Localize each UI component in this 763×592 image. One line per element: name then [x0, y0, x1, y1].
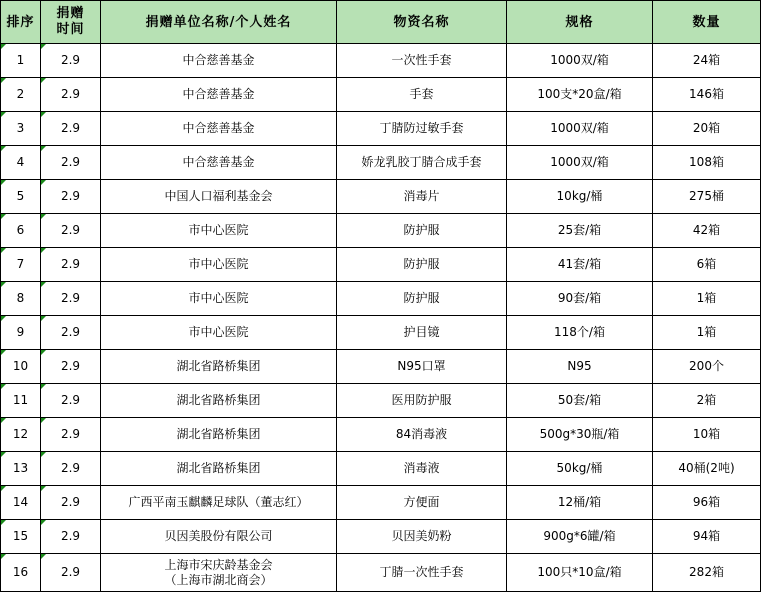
cell-donor[interactable] [101, 554, 337, 592]
cell-time[interactable]: 2.9 [41, 554, 101, 592]
cell-spec[interactable]: 1000双/箱 [507, 44, 653, 78]
header-donor[interactable]: 捐赠单位名称/个人姓名 [101, 1, 337, 44]
cell-item[interactable]: 防护服 [337, 214, 507, 248]
cell-qty[interactable]: 108箱 [653, 146, 761, 180]
cell-qty[interactable]: 146箱 [653, 78, 761, 112]
cell-donor[interactable]: 中国人口福利基金会 [101, 180, 337, 214]
header-item[interactable]: 物资名称 [337, 1, 507, 44]
cell-qty[interactable]: 200个 [653, 350, 761, 384]
cell-time[interactable]: 2.9 [41, 418, 101, 452]
cell-time[interactable]: 2.9 [41, 316, 101, 350]
cell-qty[interactable]: 6箱 [653, 248, 761, 282]
cell-spec[interactable]: 1000双/箱 [507, 146, 653, 180]
cell-time[interactable]: 2.9 [41, 486, 101, 520]
cell-donor[interactable]: 市中心医院 [101, 282, 337, 316]
header-index[interactable]: 排序 [1, 1, 41, 44]
cell-spec[interactable]: 500g*30瓶/箱 [507, 418, 653, 452]
cell-qty[interactable]: 24箱 [653, 44, 761, 78]
cell-index[interactable]: 1 [1, 44, 41, 78]
cell-item[interactable]: 84消毒液 [337, 418, 507, 452]
cell-spec[interactable]: 90套/箱 [507, 282, 653, 316]
cell-qty[interactable]: 1箱 [653, 282, 761, 316]
cell-index[interactable]: 2 [1, 78, 41, 112]
cell-spec[interactable]: 50kg/桶 [507, 452, 653, 486]
cell-qty[interactable]: 275桶 [653, 180, 761, 214]
cell-qty[interactable]: 40桶(2吨) [653, 452, 761, 486]
cell-donor[interactable]: 中合慈善基金 [101, 146, 337, 180]
cell-index[interactable]: 7 [1, 248, 41, 282]
cell-time[interactable]: 2.9 [41, 248, 101, 282]
cell-qty[interactable]: 2箱 [653, 384, 761, 418]
table-row [1, 384, 761, 418]
cell-spec[interactable]: 25套/箱 [507, 214, 653, 248]
cell-item[interactable]: 护目镜 [337, 316, 507, 350]
cell-time[interactable]: 2.9 [41, 146, 101, 180]
cell-spec[interactable]: 41套/箱 [507, 248, 653, 282]
cell-qty[interactable]: 10箱 [653, 418, 761, 452]
table-row [1, 282, 761, 316]
table-row [1, 78, 761, 112]
cell-qty[interactable]: 96箱 [653, 486, 761, 520]
cell-spec[interactable]: 900g*6罐/箱 [507, 520, 653, 554]
cell-item[interactable]: 丁腈防过敏手套 [337, 112, 507, 146]
cell-time[interactable]: 2.9 [41, 350, 101, 384]
cell-time[interactable]: 2.9 [41, 44, 101, 78]
table-row [1, 452, 761, 486]
cell-time[interactable]: 2.9 [41, 78, 101, 112]
cell-item[interactable]: 娇龙乳胶丁腈合成手套 [337, 146, 507, 180]
table-row [1, 520, 761, 554]
cell-donor[interactable]: 广西平南玉麒麟足球队（董志红） [101, 486, 337, 520]
cell-item[interactable]: 防护服 [337, 282, 507, 316]
cell-donor[interactable]: 中合慈善基金 [101, 112, 337, 146]
cell-index[interactable]: 5 [1, 180, 41, 214]
cell-index[interactable]: 3 [1, 112, 41, 146]
cell-index[interactable]: 9 [1, 316, 41, 350]
cell-index[interactable]: 11 [1, 384, 41, 418]
cell-item[interactable]: 丁腈一次性手套 [337, 554, 507, 592]
cell-qty[interactable]: 1箱 [653, 316, 761, 350]
cell-donor[interactable]: 湖北省路桥集团 [101, 452, 337, 486]
table-row [1, 486, 761, 520]
cell-donor[interactable]: 湖北省路桥集团 [101, 418, 337, 452]
cell-time[interactable]: 2.9 [41, 112, 101, 146]
cell-time[interactable]: 2.9 [41, 214, 101, 248]
table-row [1, 554, 761, 592]
cell-donor[interactable]: 中合慈善基金 [101, 44, 337, 78]
cell-index[interactable]: 8 [1, 282, 41, 316]
cell-index[interactable]: 14 [1, 486, 41, 520]
cell-index[interactable]: 13 [1, 452, 41, 486]
cell-donor[interactable]: 市中心医院 [101, 316, 337, 350]
cell-index[interactable]: 16 [1, 554, 41, 592]
cell-time[interactable]: 2.9 [41, 452, 101, 486]
cell-item[interactable]: 手套 [337, 78, 507, 112]
cell-spec[interactable]: 10kg/桶 [507, 180, 653, 214]
table-row [1, 418, 761, 452]
cell-donor[interactable]: 市中心医院 [101, 214, 337, 248]
table-row [1, 146, 761, 180]
cell-index[interactable]: 10 [1, 350, 41, 384]
table-row [1, 350, 761, 384]
cell-index[interactable]: 12 [1, 418, 41, 452]
cell-item[interactable]: 方便面 [337, 486, 507, 520]
cell-item[interactable]: 医用防护服 [337, 384, 507, 418]
cell-spec[interactable]: 12桶/箱 [507, 486, 653, 520]
cell-donor[interactable]: 贝因美股份有限公司 [101, 520, 337, 554]
cell-qty[interactable]: 282箱 [653, 554, 761, 592]
header-spec[interactable]: 规格 [507, 1, 653, 44]
cell-spec[interactable]: 118个/箱 [507, 316, 653, 350]
cell-item[interactable]: 一次性手套 [337, 44, 507, 78]
cell-item[interactable]: 消毒液 [337, 452, 507, 486]
cell-donor[interactable]: 中合慈善基金 [101, 78, 337, 112]
table-row [1, 248, 761, 282]
cell-index[interactable]: 15 [1, 520, 41, 554]
cell-spec[interactable]: 1000双/箱 [507, 112, 653, 146]
cell-item[interactable]: 消毒片 [337, 180, 507, 214]
cell-donor[interactable]: 湖北省路桥集团 [101, 350, 337, 384]
cell-qty[interactable]: 94箱 [653, 520, 761, 554]
cell-index[interactable]: 6 [1, 214, 41, 248]
cell-qty[interactable]: 20箱 [653, 112, 761, 146]
cell-donor-line2: （上海市湖北商会） [164, 572, 273, 587]
table-row [1, 44, 761, 78]
header-qty[interactable]: 数量 [653, 1, 761, 44]
header-time[interactable] [41, 1, 101, 44]
table-row [1, 180, 761, 214]
cell-spec[interactable]: N95 [507, 350, 653, 384]
cell-spec[interactable]: 100只*10盒/箱 [507, 554, 653, 592]
header-row [1, 1, 761, 44]
cell-spec[interactable]: 100支*20盒/箱 [507, 78, 653, 112]
cell-donor[interactable]: 湖北省路桥集团 [101, 384, 337, 418]
cell-time[interactable]: 2.9 [41, 282, 101, 316]
table-row [1, 112, 761, 146]
cell-time[interactable]: 2.9 [41, 384, 101, 418]
cell-index[interactable]: 4 [1, 146, 41, 180]
table-row [1, 214, 761, 248]
header-time-line2: 时间 [56, 22, 85, 37]
cell-item[interactable]: N95口罩 [337, 350, 507, 384]
header-time-line1: 捐赠 [56, 6, 85, 21]
cell-time[interactable]: 2.9 [41, 180, 101, 214]
cell-donor-line1: 上海市宋庆龄基金会 [164, 557, 273, 572]
cell-qty[interactable]: 42箱 [653, 214, 761, 248]
cell-donor[interactable]: 市中心医院 [101, 248, 337, 282]
cell-item[interactable]: 防护服 [337, 248, 507, 282]
cell-spec[interactable]: 50套/箱 [507, 384, 653, 418]
cell-item[interactable]: 贝因美奶粉 [337, 520, 507, 554]
cell-time[interactable]: 2.9 [41, 520, 101, 554]
table-row [1, 316, 761, 350]
